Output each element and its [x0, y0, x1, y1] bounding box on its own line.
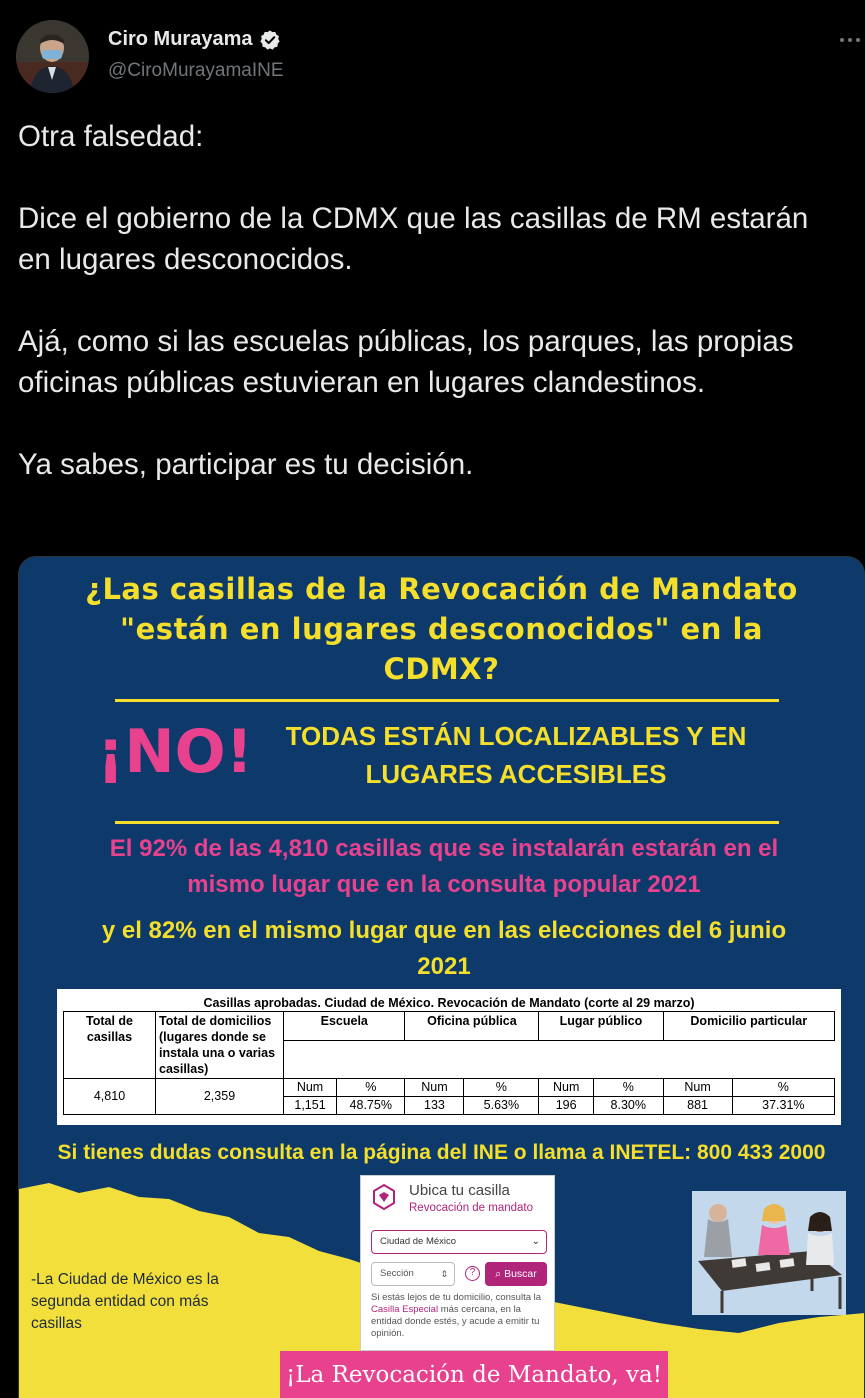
pink-stat: [39, 831, 849, 903]
voting-illustration: [692, 1191, 846, 1315]
value-lugar-num: 196: [539, 1097, 594, 1115]
sub-pct: %: [594, 1079, 664, 1097]
verified-badge-icon: [259, 29, 281, 51]
sub-pct: %: [732, 1079, 834, 1097]
ubica-casilla-widget: [360, 1175, 555, 1351]
value-total-casillas: 4,810: [64, 1079, 156, 1115]
help-icon[interactable]: ?: [465, 1266, 480, 1281]
tweet-header: [16, 20, 865, 96]
casillas-table: [57, 989, 841, 1125]
no-heading: ¡NO!: [97, 717, 253, 787]
title-line: CDMX?: [383, 652, 500, 686]
title-line: ¿Las casillas de la Revocación de Mandato: [85, 572, 798, 606]
sub-num: Num: [539, 1079, 594, 1097]
divider: [115, 821, 779, 824]
casilla-especial-link[interactable]: Casilla Especial: [371, 1304, 439, 1315]
tweet-paragraph: Dice el gobierno de la CDMX que las casillas de RM estarán en lugares desconocidos.: [18, 202, 809, 276]
buscar-label: Buscar: [504, 1268, 537, 1280]
value-total-domicilios: 2,359: [156, 1079, 284, 1115]
sub-num: Num: [284, 1079, 337, 1097]
header-domicilio: Domicilio particular: [663, 1012, 834, 1041]
header-oficina: Oficina pública: [405, 1012, 539, 1041]
yellow-stat-line: y el 82% en el mismo lugar que en las elecciones del 6 junio: [101, 917, 787, 944]
tweet-paragraph: Ya sabes, participar es tu decisión.: [18, 448, 474, 481]
ubica-title: Ubica tu casilla: [409, 1182, 510, 1199]
entidad-select[interactable]: [371, 1230, 547, 1254]
divider: [115, 699, 779, 702]
yellow-stat: [39, 913, 849, 985]
revocacion-banner: ¡La Revocación de Mandato, va!: [280, 1351, 668, 1398]
infographic-title: [19, 569, 864, 689]
value-escuela-num: 1,151: [284, 1097, 337, 1115]
cdmx-note: -La Ciudad de México es la segunda entidad con más casillas: [31, 1271, 219, 1332]
pink-stat-line: El 92% de las 4,810 casillas que se instalarán estarán en el: [109, 835, 779, 862]
stepper-icon[interactable]: ⇕: [440, 1269, 448, 1279]
help-post: más cercana, en la entidad donde estés, y acude a emitir tu opinión.: [371, 1304, 540, 1339]
data-table: [63, 1011, 835, 1115]
value-oficina-pct: 5.63%: [464, 1097, 539, 1115]
title-line: "están en lugares desconocidos" en la: [120, 612, 763, 646]
avatar[interactable]: [16, 20, 89, 93]
header-total-casillas: Total de casillas: [64, 1012, 156, 1079]
entidad-select-value: Ciudad de México: [380, 1236, 457, 1247]
todas-line: TODAS ESTÁN LOCALIZABLES Y EN: [285, 721, 747, 751]
sub-num: Num: [663, 1079, 732, 1097]
value-oficina-num: 133: [405, 1097, 464, 1115]
header-total-domicilios: Total de domicilios (lugares donde se instala una o varias casillas): [156, 1012, 284, 1079]
header-lugar: Lugar público: [539, 1012, 663, 1041]
ine-logo-icon: [373, 1184, 395, 1210]
tweet-paragraph: Otra falsedad:: [18, 120, 204, 153]
value-domicilio-num: 881: [663, 1097, 732, 1115]
handle[interactable]: @CiroMurayamaINE: [108, 60, 284, 81]
tweet-media-image[interactable]: [18, 556, 865, 1398]
help-pre: Si estás lejos de tu domicilio, consulta la: [371, 1292, 542, 1303]
ubica-help-text: [371, 1292, 551, 1340]
todas-text: [261, 717, 771, 793]
value-escuela-pct: 48.75%: [337, 1097, 405, 1115]
name-row: [108, 28, 281, 51]
value-lugar-pct: 8.30%: [594, 1097, 664, 1115]
sub-pct: %: [337, 1079, 405, 1097]
pink-stat-line: mismo lugar que en la consulta popular 2021: [187, 871, 701, 898]
sub-num: Num: [405, 1079, 464, 1097]
search-icon: ⌕: [495, 1268, 502, 1280]
chevron-down-icon: ⌄: [531, 1236, 540, 1247]
todas-line: LUGARES ACCESIBLES: [365, 759, 667, 789]
buscar-button[interactable]: [485, 1262, 547, 1286]
dudas-text: Si tienes dudas consulta en la página del INE o llama a INETEL: 800 433 2000: [57, 1141, 826, 1164]
value-domicilio-pct: 37.31%: [732, 1097, 834, 1115]
seccion-placeholder: Sección: [380, 1268, 414, 1279]
tweet-paragraph: Ajá, como si las escuelas públicas, los parques, las propias oficinas públicas estuvieran en lugares clandestinos.: [18, 325, 794, 399]
table-caption: Casillas aprobadas. Ciudad de México. Revocación de Mandato (corte al 29 marzo): [203, 996, 695, 1010]
sub-pct: %: [464, 1079, 539, 1097]
ubica-subtitle: Revocación de mandato: [409, 1202, 534, 1214]
tweet-text: [18, 116, 838, 485]
more-options-icon[interactable]: [837, 30, 863, 50]
yellow-stat-line: 2021: [417, 953, 471, 980]
header-escuela: Escuela: [284, 1012, 405, 1041]
display-name[interactable]: Ciro Murayama: [108, 28, 253, 50]
seccion-input[interactable]: [371, 1262, 455, 1286]
